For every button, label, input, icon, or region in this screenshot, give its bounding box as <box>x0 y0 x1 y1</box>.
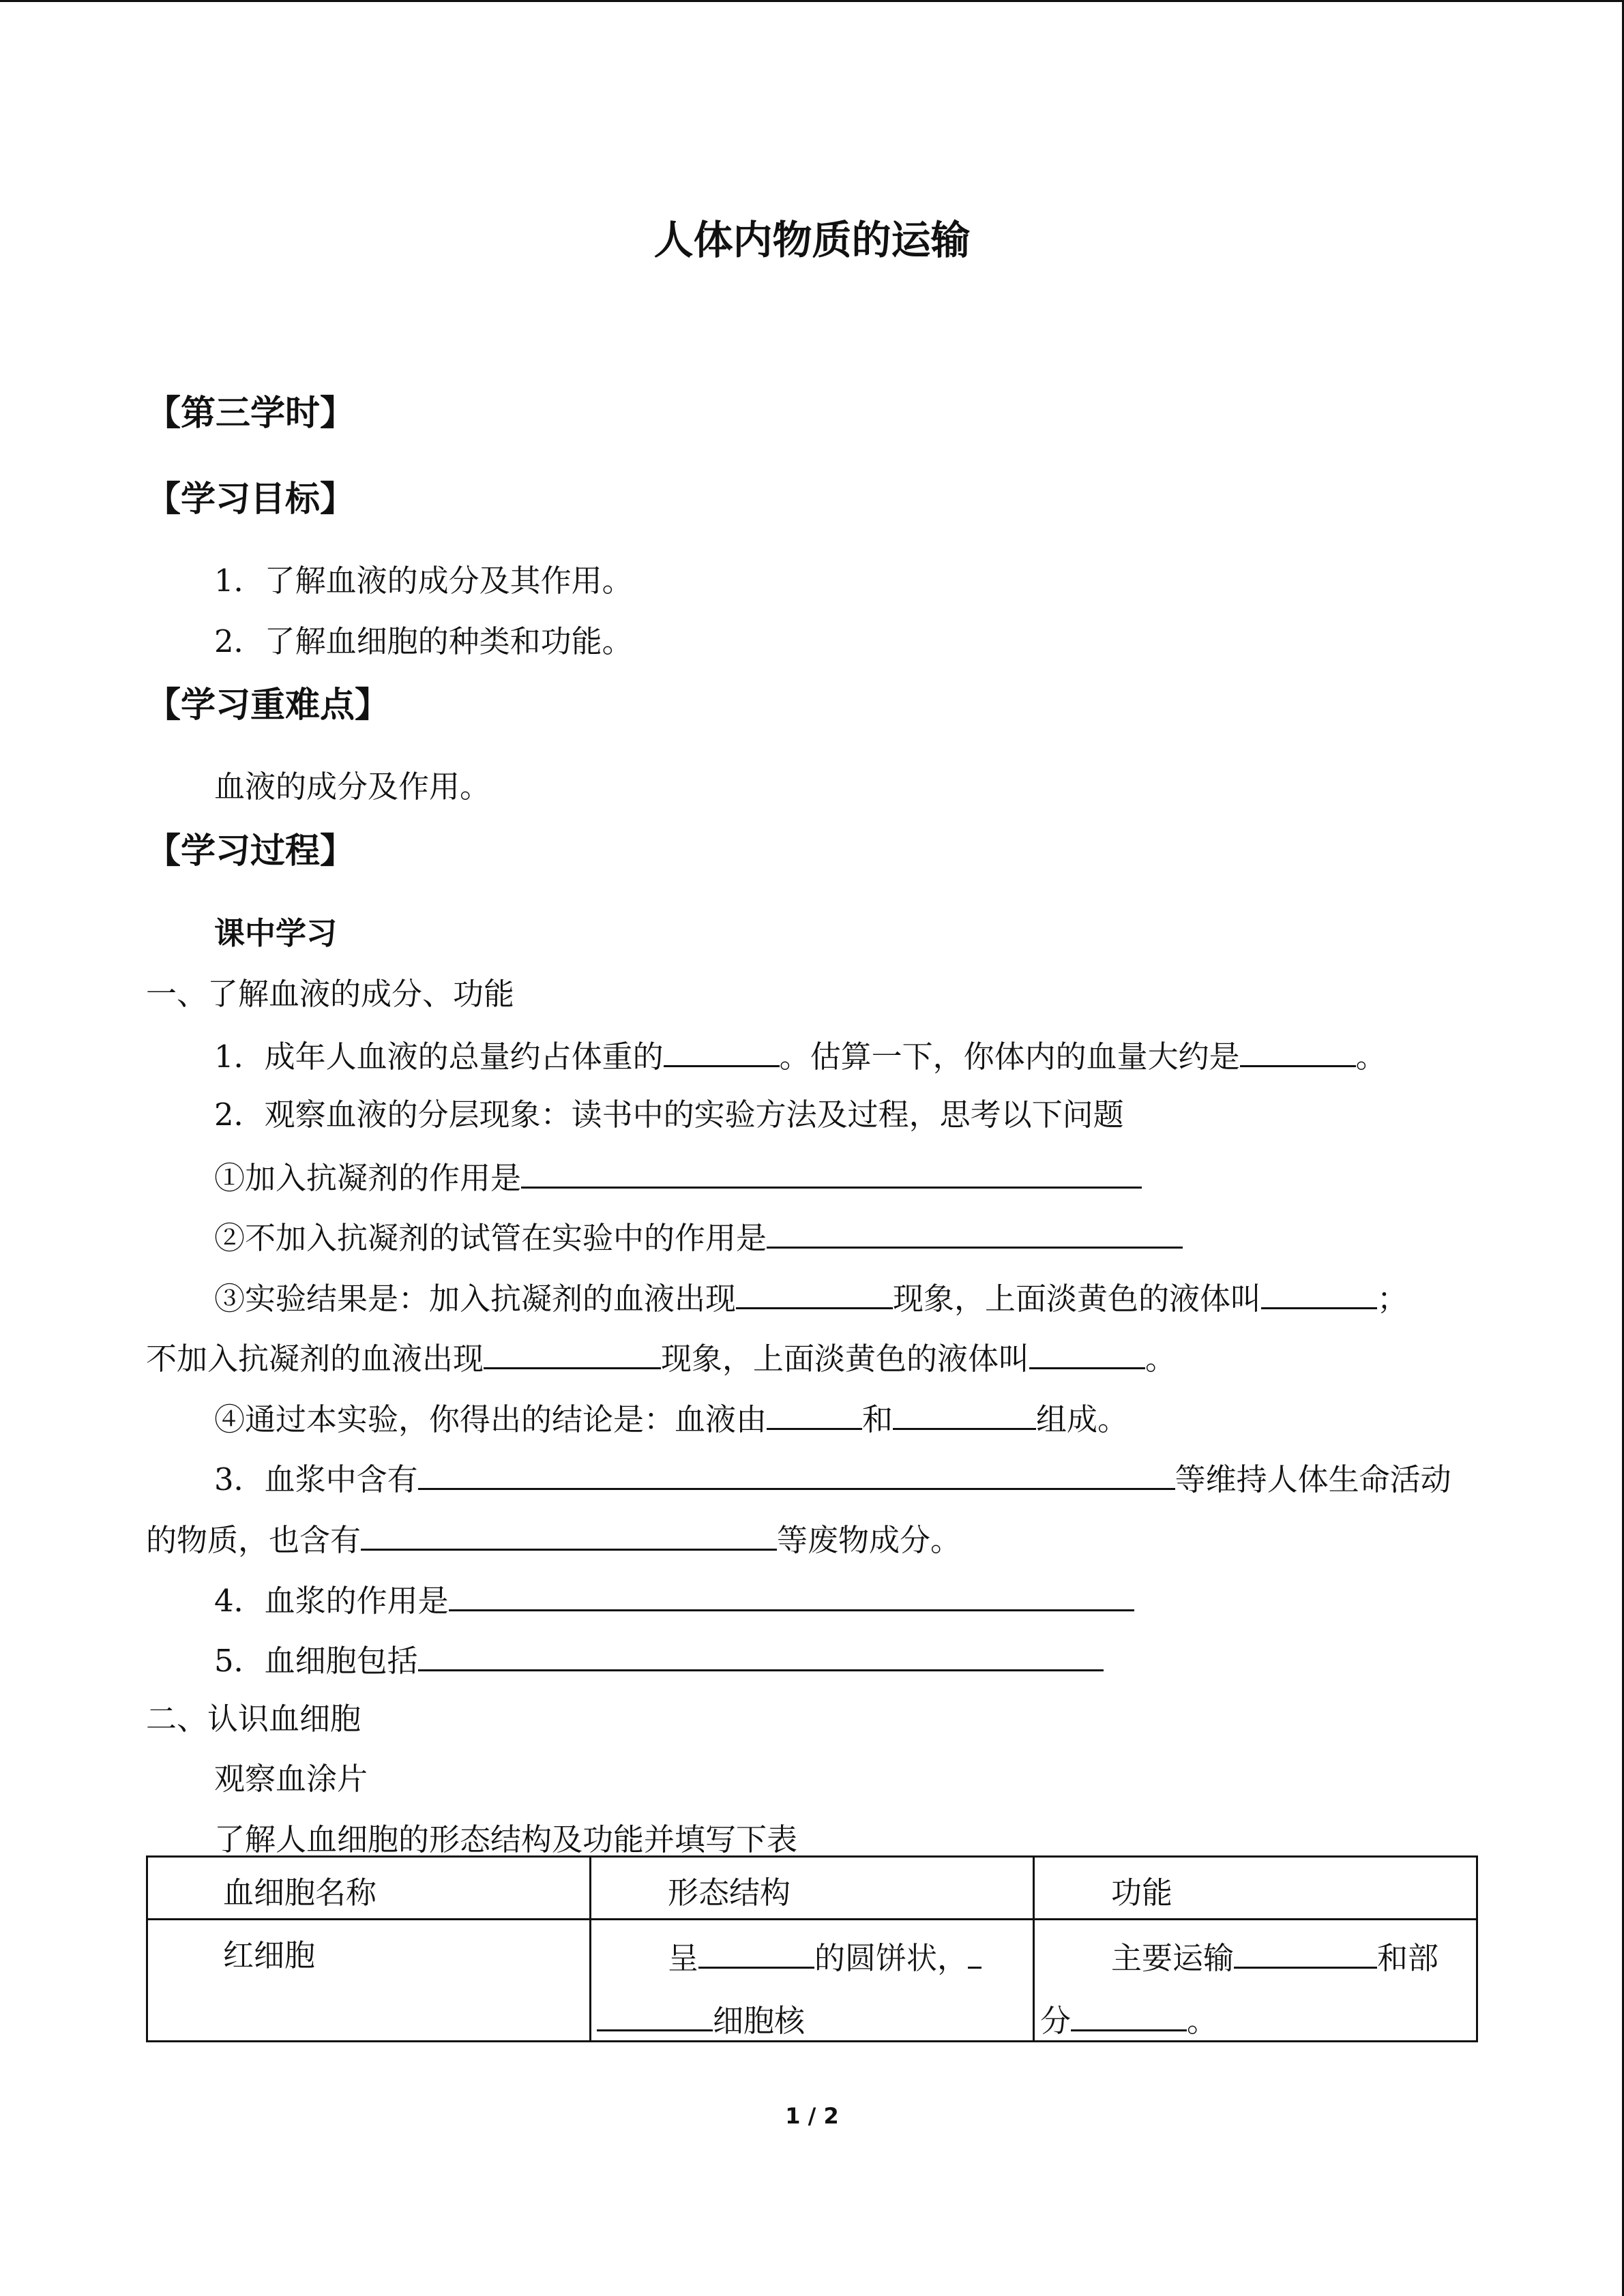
rbc-shape-text-a: 呈 <box>668 1940 699 1976</box>
cell-rbc-shape <box>591 1920 1033 2040</box>
rbc-shape-text-b: 的圆饼状， <box>814 1940 969 1976</box>
question-3-text-a: 3．血浆中含有 <box>214 1461 418 1497</box>
section-lesson: 【第三学时】 <box>146 393 355 434</box>
question-2: 2．观察血液的分层现象：读书中的实验方法及过程，思考以下问题 <box>214 1097 1124 1133</box>
table-header-cell <box>1034 1857 1477 1920</box>
question-4 <box>214 1579 1134 1620</box>
question-2-4 <box>214 1398 1128 1439</box>
question-2-3-text-a: ③实验结果是：加入抗凝剂的血液出现 <box>214 1281 737 1317</box>
table-instruction: 了解人血细胞的形态结构及功能并填写下表 <box>214 1821 798 1858</box>
cell-rbc-function <box>1035 1920 1476 2040</box>
question-1-text-b: 。估算一下，你体内的血量大约是 <box>779 1039 1240 1075</box>
table-cell <box>147 1920 591 2042</box>
blank-component-1[interactable] <box>767 1398 862 1430</box>
question-3-cont <box>146 1519 961 1560</box>
question-5-text: 5．血细胞包括 <box>214 1643 418 1679</box>
question-2-3-cont <box>146 1337 1176 1378</box>
question-2-2 <box>214 1217 1183 1257</box>
cell-red-blood-cell: 红细胞 <box>223 1937 316 1973</box>
table-header-cell <box>591 1857 1034 1920</box>
blank-blood-volume[interactable] <box>1240 1035 1356 1067</box>
section-process: 【学习过程】 <box>146 831 355 871</box>
table-cell <box>1034 1920 1477 2042</box>
blank-blood-cell-types[interactable] <box>418 1639 1104 1671</box>
question-2-4-text-c: 组成。 <box>1036 1401 1129 1437</box>
section-key-points: 【学习重难点】 <box>146 685 390 726</box>
question-2-3-text-f: 。 <box>1145 1341 1177 1377</box>
question-3-text-d: 等废物成分。 <box>777 1522 962 1558</box>
question-2-4-text-b: 和 <box>862 1401 894 1437</box>
table-row <box>147 1920 1477 2042</box>
blank-rbc-transport-2[interactable] <box>1071 1999 1187 2031</box>
page-border-top <box>0 0 1624 2</box>
observe-smear: 观察血涂片 <box>214 1761 368 1797</box>
question-2-1 <box>214 1157 1142 1197</box>
blank-anticoagulant-role[interactable] <box>521 1157 1142 1189</box>
table-cell <box>591 1920 1034 2042</box>
question-1-text-a: 1．成年人血液的总量约占体重的 <box>214 1039 664 1075</box>
blank-plasma-function[interactable] <box>449 1579 1134 1611</box>
blank-serum-name[interactable] <box>1029 1337 1145 1369</box>
blank-blood-weight-ratio[interactable] <box>664 1035 780 1067</box>
rbc-func-text-a: 主要运输 <box>1111 1940 1235 1976</box>
key-points-text: 血液的成分及作用。 <box>214 769 491 805</box>
question-5 <box>214 1639 1104 1680</box>
goal-1: 1．了解血液的成分及其作用。 <box>214 563 633 599</box>
question-2-1-text: ①加入抗凝剂的作用是 <box>214 1160 522 1196</box>
rbc-shape-text-c: 细胞核 <box>713 2003 806 2039</box>
page-number: 1 / 2 <box>785 2103 839 2129</box>
part1-heading: 一、了解血液的成分、功能 <box>146 976 515 1012</box>
rbc-func-text-d: 。 <box>1187 2003 1218 2039</box>
section-goals: 【学习目标】 <box>146 479 355 520</box>
question-2-2-text: ②不加入抗凝剂的试管在实验中的作用是 <box>214 1220 767 1256</box>
blank-rbc-nucleus-part1[interactable] <box>968 1937 981 1969</box>
page-title: 人体内物质的运输 <box>653 217 971 263</box>
blank-rbc-transport-1[interactable] <box>1234 1937 1377 1969</box>
table-header-cell <box>147 1857 591 1920</box>
blank-plasma-name[interactable] <box>1261 1277 1377 1309</box>
question-2-3 <box>214 1277 1408 1318</box>
blank-control-tube-role[interactable] <box>767 1217 1183 1249</box>
question-2-3-text-e: 现象，上面淡黄色的液体叫 <box>661 1341 1030 1377</box>
blank-component-2[interactable] <box>893 1398 1036 1430</box>
blank-rbc-shape[interactable] <box>698 1937 814 1969</box>
goal-2: 2．了解血细胞的种类和功能。 <box>214 623 633 659</box>
blank-plasma-nutrients[interactable] <box>418 1458 1175 1490</box>
question-4-text: 4．血浆的作用是 <box>214 1583 449 1619</box>
blood-cell-table <box>146 1855 1478 2042</box>
in-class-label: 课中学习 <box>214 915 338 951</box>
blank-plasma-waste[interactable] <box>361 1519 777 1551</box>
blank-with-anticoagulant-phenomenon[interactable] <box>736 1277 893 1309</box>
rbc-func-text-b: 和部 <box>1377 1940 1439 1976</box>
header-function: 功能 <box>1111 1875 1173 1911</box>
question-3 <box>214 1458 1451 1499</box>
header-shape: 形态结构 <box>668 1875 791 1911</box>
question-2-3-text-c: ； <box>1377 1281 1408 1317</box>
part2-heading: 二、认识血细胞 <box>146 1701 361 1737</box>
blank-rbc-nucleus[interactable] <box>597 1999 713 2031</box>
question-3-text-c: 的物质，也含有 <box>146 1522 361 1558</box>
question-1 <box>214 1035 1387 1076</box>
question-3-text-b: 等维持人体生命活动 <box>1175 1461 1451 1497</box>
table-header-row <box>147 1857 1477 1920</box>
question-1-text-c: 。 <box>1355 1039 1387 1075</box>
blank-without-anticoagulant-phenomenon[interactable] <box>484 1337 661 1369</box>
question-2-3-text-d: 不加入抗凝剂的血液出现 <box>146 1341 484 1377</box>
question-2-4-text-a: ④通过本实验，你得出的结论是：血液由 <box>214 1401 767 1437</box>
question-2-3-text-b: 现象，上面淡黄色的液体叫 <box>893 1281 1262 1317</box>
rbc-func-text-c: 分 <box>1040 2003 1072 2039</box>
header-cell-name: 血细胞名称 <box>223 1875 377 1911</box>
